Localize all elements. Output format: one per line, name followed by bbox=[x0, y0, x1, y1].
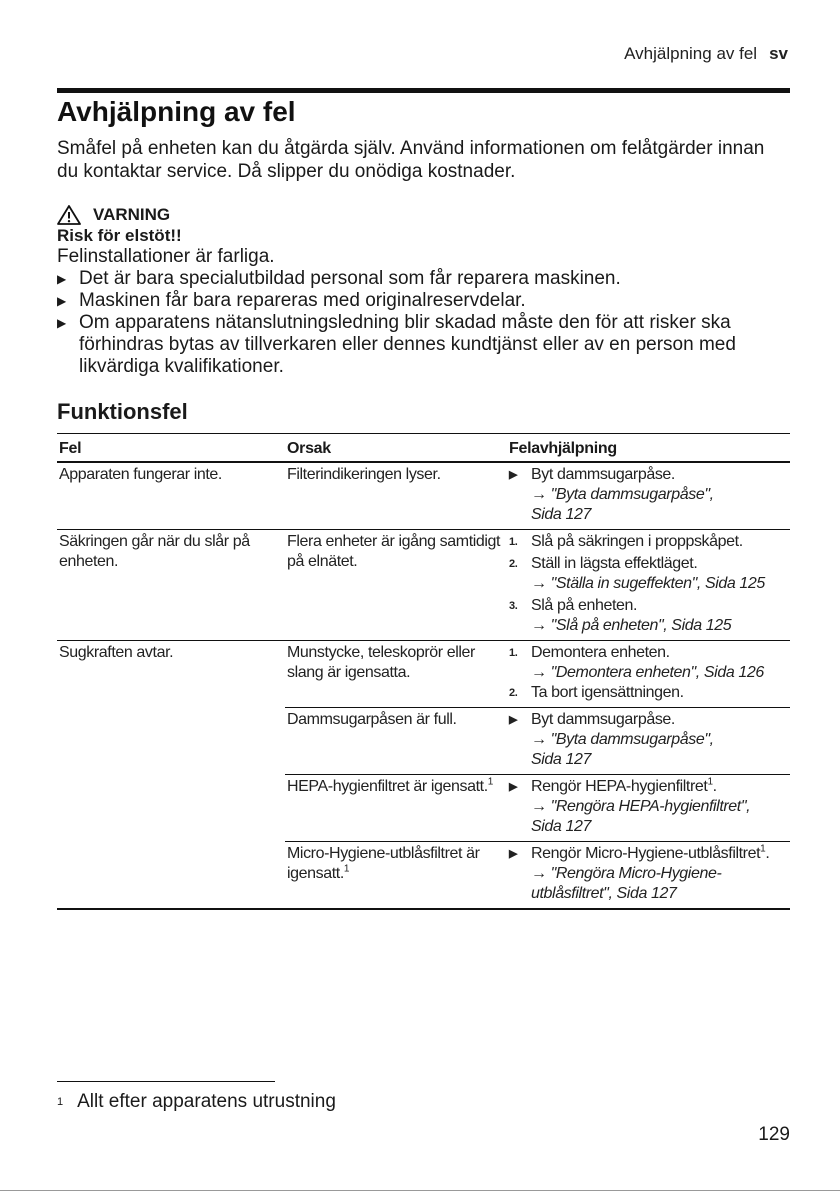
remedy-ref: → "Rengöra Micro-Hygiene- bbox=[531, 865, 722, 882]
footnote bbox=[57, 1091, 336, 1113]
remedy-step: ▶ Byt dammsugarpåse. bbox=[509, 466, 675, 483]
footnote-text: Allt efter apparatens utrustning bbox=[77, 1091, 336, 1112]
cell-orsak: HEPA-hygienfiltret är igensatt.$^1$ bbox=[285, 775, 507, 842]
header-fel: Fel bbox=[57, 434, 285, 463]
step-number: 2. bbox=[509, 687, 518, 699]
page-title: Avhjälpning av fel bbox=[57, 96, 296, 127]
header-felavhjalpning: Felavhjälpning bbox=[507, 434, 790, 463]
warning-item: ▶ Det är bara specialutbildad personal som får reparera maskinen. bbox=[57, 268, 621, 289]
section-title: Funktionsfel bbox=[57, 399, 188, 424]
cell-orsak: Filterindikeringen lyser. bbox=[285, 462, 507, 530]
bullet-icon: ▶ bbox=[57, 272, 67, 286]
table-row bbox=[57, 530, 790, 641]
page-number: 129 bbox=[758, 1124, 790, 1145]
cell-fel: Säkringen går när du slår på enheten. bbox=[57, 530, 285, 641]
cell-orsak: Micro-Hygiene-utblåsfiltret är igensatt.$^1$ bbox=[285, 842, 507, 910]
cell-remedy bbox=[507, 708, 790, 775]
arrow-icon: → bbox=[531, 486, 547, 503]
cell-orsak: Munstycke, teleskoprör eller slang är igensatta. bbox=[285, 641, 507, 708]
remedy-step: 1. Demontera enheten. bbox=[509, 644, 670, 661]
step-number: 2. bbox=[509, 558, 518, 570]
warning-text: Felinstallationer är farliga. bbox=[57, 246, 275, 267]
remedy-step: 2. Ställ in lägsta effektläget. bbox=[509, 555, 698, 572]
arrow-icon: → bbox=[531, 664, 547, 681]
remedy-ref: utblåsfiltret", Sida 127 bbox=[531, 885, 677, 902]
remedy-step: 2. Ta bort igensättningen. bbox=[509, 684, 684, 701]
warning-subtitle: Risk för elstöt!! bbox=[57, 226, 182, 245]
header-section: Avhjälpning av fel bbox=[624, 44, 758, 63]
cell-remedy bbox=[507, 775, 790, 842]
warning-item: ▶ Om apparatens nätanslutningsledning blir skadad måste den för att risker ska förhindras bytas av tillverkaren eller dennes kundtjänst eller av en person med likvärdiga kvalifikationer. bbox=[57, 312, 736, 377]
footnote-marker: 1 bbox=[707, 776, 713, 788]
arrow-icon: → bbox=[531, 865, 547, 882]
cell-fel: Sugkraften avtar. bbox=[57, 641, 285, 910]
footnote-number: 1 bbox=[57, 1096, 64, 1108]
remedy-ref: → "Rengöra HEPA-hygienfiltret", bbox=[531, 798, 751, 815]
cell-orsak: Flera enheter är igång samtidigt på elnätet. bbox=[285, 530, 507, 641]
cell-remedy bbox=[507, 641, 790, 708]
header-lang: sv bbox=[769, 44, 788, 63]
arrow-icon: → bbox=[531, 798, 547, 815]
bullet-icon: ▶ bbox=[57, 316, 67, 330]
cell-orsak: Dammsugarpåsen är full. bbox=[285, 708, 507, 775]
footnote-rule bbox=[57, 1081, 275, 1082]
cell-remedy bbox=[507, 530, 790, 641]
footnote-marker: 1 bbox=[760, 843, 766, 855]
remedy-step: ▶ Byt dammsugarpåse. bbox=[509, 711, 675, 728]
footnote-marker: 1 bbox=[487, 776, 493, 788]
warning-triangle-icon bbox=[57, 205, 81, 225]
remedy-ref: → "Demontera enheten", Sida 126 bbox=[531, 664, 764, 681]
intro-text: Småfel på enheten kan du åtgärda själv. Använd informationen om felåtgärder innan du kontaktar service. Då slipper du onödiga kostnader. bbox=[57, 138, 765, 182]
main-content bbox=[57, 95, 790, 910]
remedy-ref: → "Slå på enheten", Sida 125 bbox=[531, 617, 732, 634]
arrow-icon: → bbox=[531, 575, 547, 592]
cell-remedy bbox=[507, 462, 790, 530]
cell-fel: Apparaten fungerar inte. bbox=[57, 462, 285, 530]
remedy-ref: Sida 127 bbox=[531, 818, 591, 835]
arrow-icon: → bbox=[531, 617, 547, 634]
remedy-ref: Sida 127 bbox=[531, 751, 591, 768]
header-rule bbox=[57, 88, 790, 93]
scan-edge-line bbox=[0, 1190, 840, 1191]
remedy-ref: Sida 127 bbox=[531, 506, 591, 523]
remedy-ref: → "Byta dammsugarpåse", bbox=[531, 486, 714, 503]
header-orsak: Orsak bbox=[285, 434, 507, 463]
bullet-icon: ▶ bbox=[509, 714, 518, 726]
bullet-icon: ▶ bbox=[509, 848, 518, 860]
footnote-marker: 1 bbox=[343, 863, 350, 875]
arrow-icon: → bbox=[531, 731, 547, 748]
remedy-ref: → "Byta dammsugarpåse", bbox=[531, 731, 714, 748]
table-header-row bbox=[57, 434, 790, 463]
warning-label: VARNING bbox=[93, 205, 171, 224]
fault-table bbox=[57, 433, 790, 910]
step-number: 1. bbox=[509, 647, 518, 659]
warning-header bbox=[57, 205, 790, 225]
bullet-icon: ▶ bbox=[57, 294, 67, 308]
page-header bbox=[624, 44, 788, 64]
bullet-icon: ▶ bbox=[509, 469, 518, 481]
warning-item: ▶ Maskinen får bara repareras med originalreservdelar. bbox=[57, 290, 526, 311]
table-row bbox=[57, 462, 790, 530]
remedy-ref: → "Ställa in sugeffekten", Sida 125 bbox=[531, 575, 765, 592]
remedy-step: ▶ Rengör Micro-Hygiene-utblåsfiltret$^1$. bbox=[509, 843, 770, 862]
step-number: 1. bbox=[509, 536, 518, 548]
bullet-icon: ▶ bbox=[509, 781, 518, 793]
remedy-step: ▶ Rengör HEPA-hygienfiltret$^1$. bbox=[509, 776, 717, 795]
warning-list bbox=[57, 268, 790, 378]
remedy-step: 3. Slå på enheten. bbox=[509, 597, 638, 614]
table-row bbox=[57, 641, 790, 708]
cell-remedy bbox=[507, 842, 790, 910]
step-number: 3. bbox=[509, 600, 518, 612]
remedy-step: 1. Slå på säkringen i proppskåpet. bbox=[509, 533, 743, 550]
